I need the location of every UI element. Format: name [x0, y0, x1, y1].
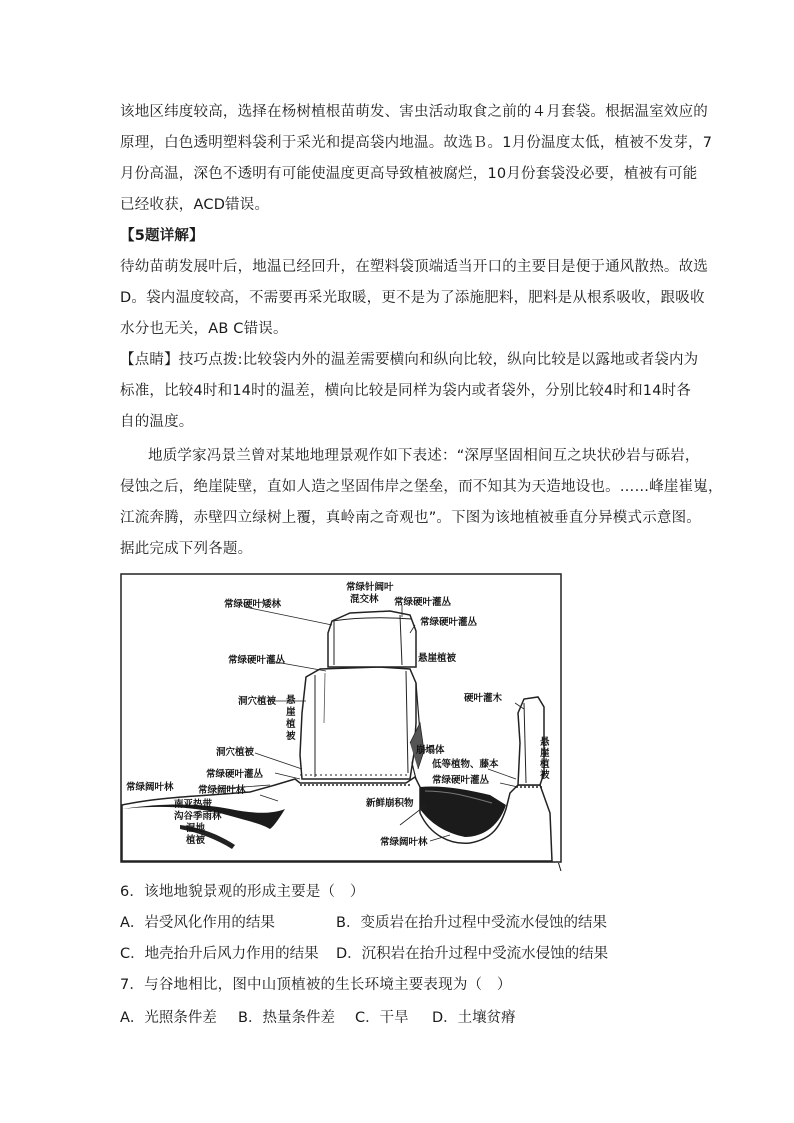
answer-option: B．热量条件差: [238, 1010, 335, 1026]
label-hard-shrub-4: 常绿硬叶灌丛: [206, 769, 264, 780]
answer-option: A．岩受风化作用的结果: [120, 915, 275, 931]
tip-line: 【点睛】技巧点拨:比较袋内外的温差需要横向和纵向比较，纵向比较是以露地或者袋内为: [120, 352, 699, 368]
label-cave-veg-2: 洞穴植被: [216, 747, 255, 758]
paragraph-line: 月份高温，深色不透明有可能使温度更高导致植被腐烂，10月份套袋没必要，植被有可能: [120, 166, 698, 182]
label-cliff-veg-2: 崖: [286, 707, 296, 718]
label-low-plants: 低等植物、藤本: [432, 759, 499, 770]
label-hard-shrub-tree: 硬叶灌木: [464, 693, 503, 704]
answer-option: A．光照条件差: [120, 1010, 217, 1026]
question-stem: 7．与谷地相比，图中山顶植被的生长环境主要表现为（ ）: [120, 977, 512, 993]
label-tropical-2: 沟谷季雨林: [174, 811, 222, 822]
label-top-forest: 常绿针阔叶: [346, 582, 394, 593]
label-cliff-veg-3: 崖: [540, 748, 550, 759]
label-broadleaf-3: 常绿阔叶林: [380, 837, 428, 848]
label-hard-dwarf-forest: 常绿硬叶矮林: [224, 599, 282, 610]
label-hard-shrub-5: 常绿硬叶灌丛: [432, 775, 490, 786]
label-fresh-debris: 新鲜崩积物: [366, 798, 414, 809]
label-tropical-1: 南亚热带: [174, 799, 213, 810]
corner-mark: \: [558, 862, 562, 873]
label-cliff-veg-2: 悬: [286, 695, 296, 706]
paragraph-line: 待幼苗萌发展叶后，地温已经回升，在塑料袋顶端适当开口的主要目是便于通风散热。故选: [120, 259, 708, 275]
passage-line: 据此完成下列各题。: [120, 541, 253, 557]
label-cliff-veg-3: 被: [540, 770, 550, 781]
passage-line: 地质学家冯景兰曾对某地地理景观作如下表述：“深厚坚固相间互之块状砂岩与砾岩，: [148, 448, 700, 464]
section-heading: 【5题详解】: [120, 228, 204, 244]
label-hard-shrub-1: 常绿硬叶灌丛: [394, 597, 452, 608]
label-top-forest-2: 混交林: [350, 594, 379, 605]
paragraph-line: 原理，白色透明塑料袋利于采光和提高袋内地温。故选Ｂ。1月份温度太低，植被不发芽，7: [120, 135, 713, 151]
label-broadleaf-1: 常绿阔叶林: [126, 782, 174, 793]
answer-option: D．沉积岩在抬升过程中受流水侵蚀的结果: [336, 946, 609, 962]
label-cliff-veg-3: 悬: [540, 737, 550, 748]
tip-line: 自的温度。: [120, 414, 194, 430]
label-cliff-veg-2: 被: [286, 731, 296, 742]
label-wet-2: 植被: [186, 835, 206, 846]
label-collapse: 崩塌体: [416, 745, 445, 756]
label-cave-veg-1: 洞穴植被: [238, 696, 277, 707]
label-cliff-veg-1: 悬崖植被: [418, 653, 457, 664]
paragraph-line: 该地区纬度较高，选择在杨树植根苗萌发、害虫活动取食之前的４月套袋。根据温室效应的: [120, 104, 708, 120]
passage-line: 侵蚀之后，绝崖陡壁，直如人造之坚固伟岸之堡垒，而不知其为天造地设也。……峰崖崔嵬，: [120, 479, 723, 495]
answer-option: B．变质岩在抬升过程中受流水侵蚀的结果: [336, 915, 607, 931]
passage-line: 江流奔腾，赤壁四立绿树上覆，真岭南之奇观也”。下图为该地植被垂直分异模式示意图。: [120, 510, 702, 526]
answer-option: C．干旱: [355, 1010, 409, 1026]
vegetation-diagram: [120, 573, 562, 873]
paragraph-line: D。袋内温度较高，不需要再采光取暖，更不是为了添施肥料，肥料是从根系吸收，跟吸收: [120, 290, 705, 306]
tip-line: 标准，比较4时和14时的温差，横向比较是同样为袋内或者袋外，分别比较4时和14时各: [120, 383, 692, 399]
answer-option: D．土壤贫瘠: [432, 1010, 516, 1026]
label-broadleaf-2: 常绿阔叶林: [198, 785, 246, 796]
label-cliff-veg-3: 植: [540, 759, 550, 770]
paragraph-line: 已经收获，ACD错误。: [120, 197, 270, 213]
paragraph-line: 水分也无关，AB C错误。: [120, 321, 288, 337]
label-wet-1: 湿地: [186, 823, 206, 834]
label-cliff-veg-2: 植: [286, 719, 296, 730]
label-hard-shrub-2: 常绿硬叶灌丛: [420, 617, 478, 628]
label-hard-shrub-3: 常绿硬叶灌丛: [228, 655, 286, 666]
question-stem: 6．该地地貌景观的形成主要是（ ）: [120, 884, 365, 900]
answer-option: C．地壳抬升后风力作用的结果: [120, 946, 319, 962]
